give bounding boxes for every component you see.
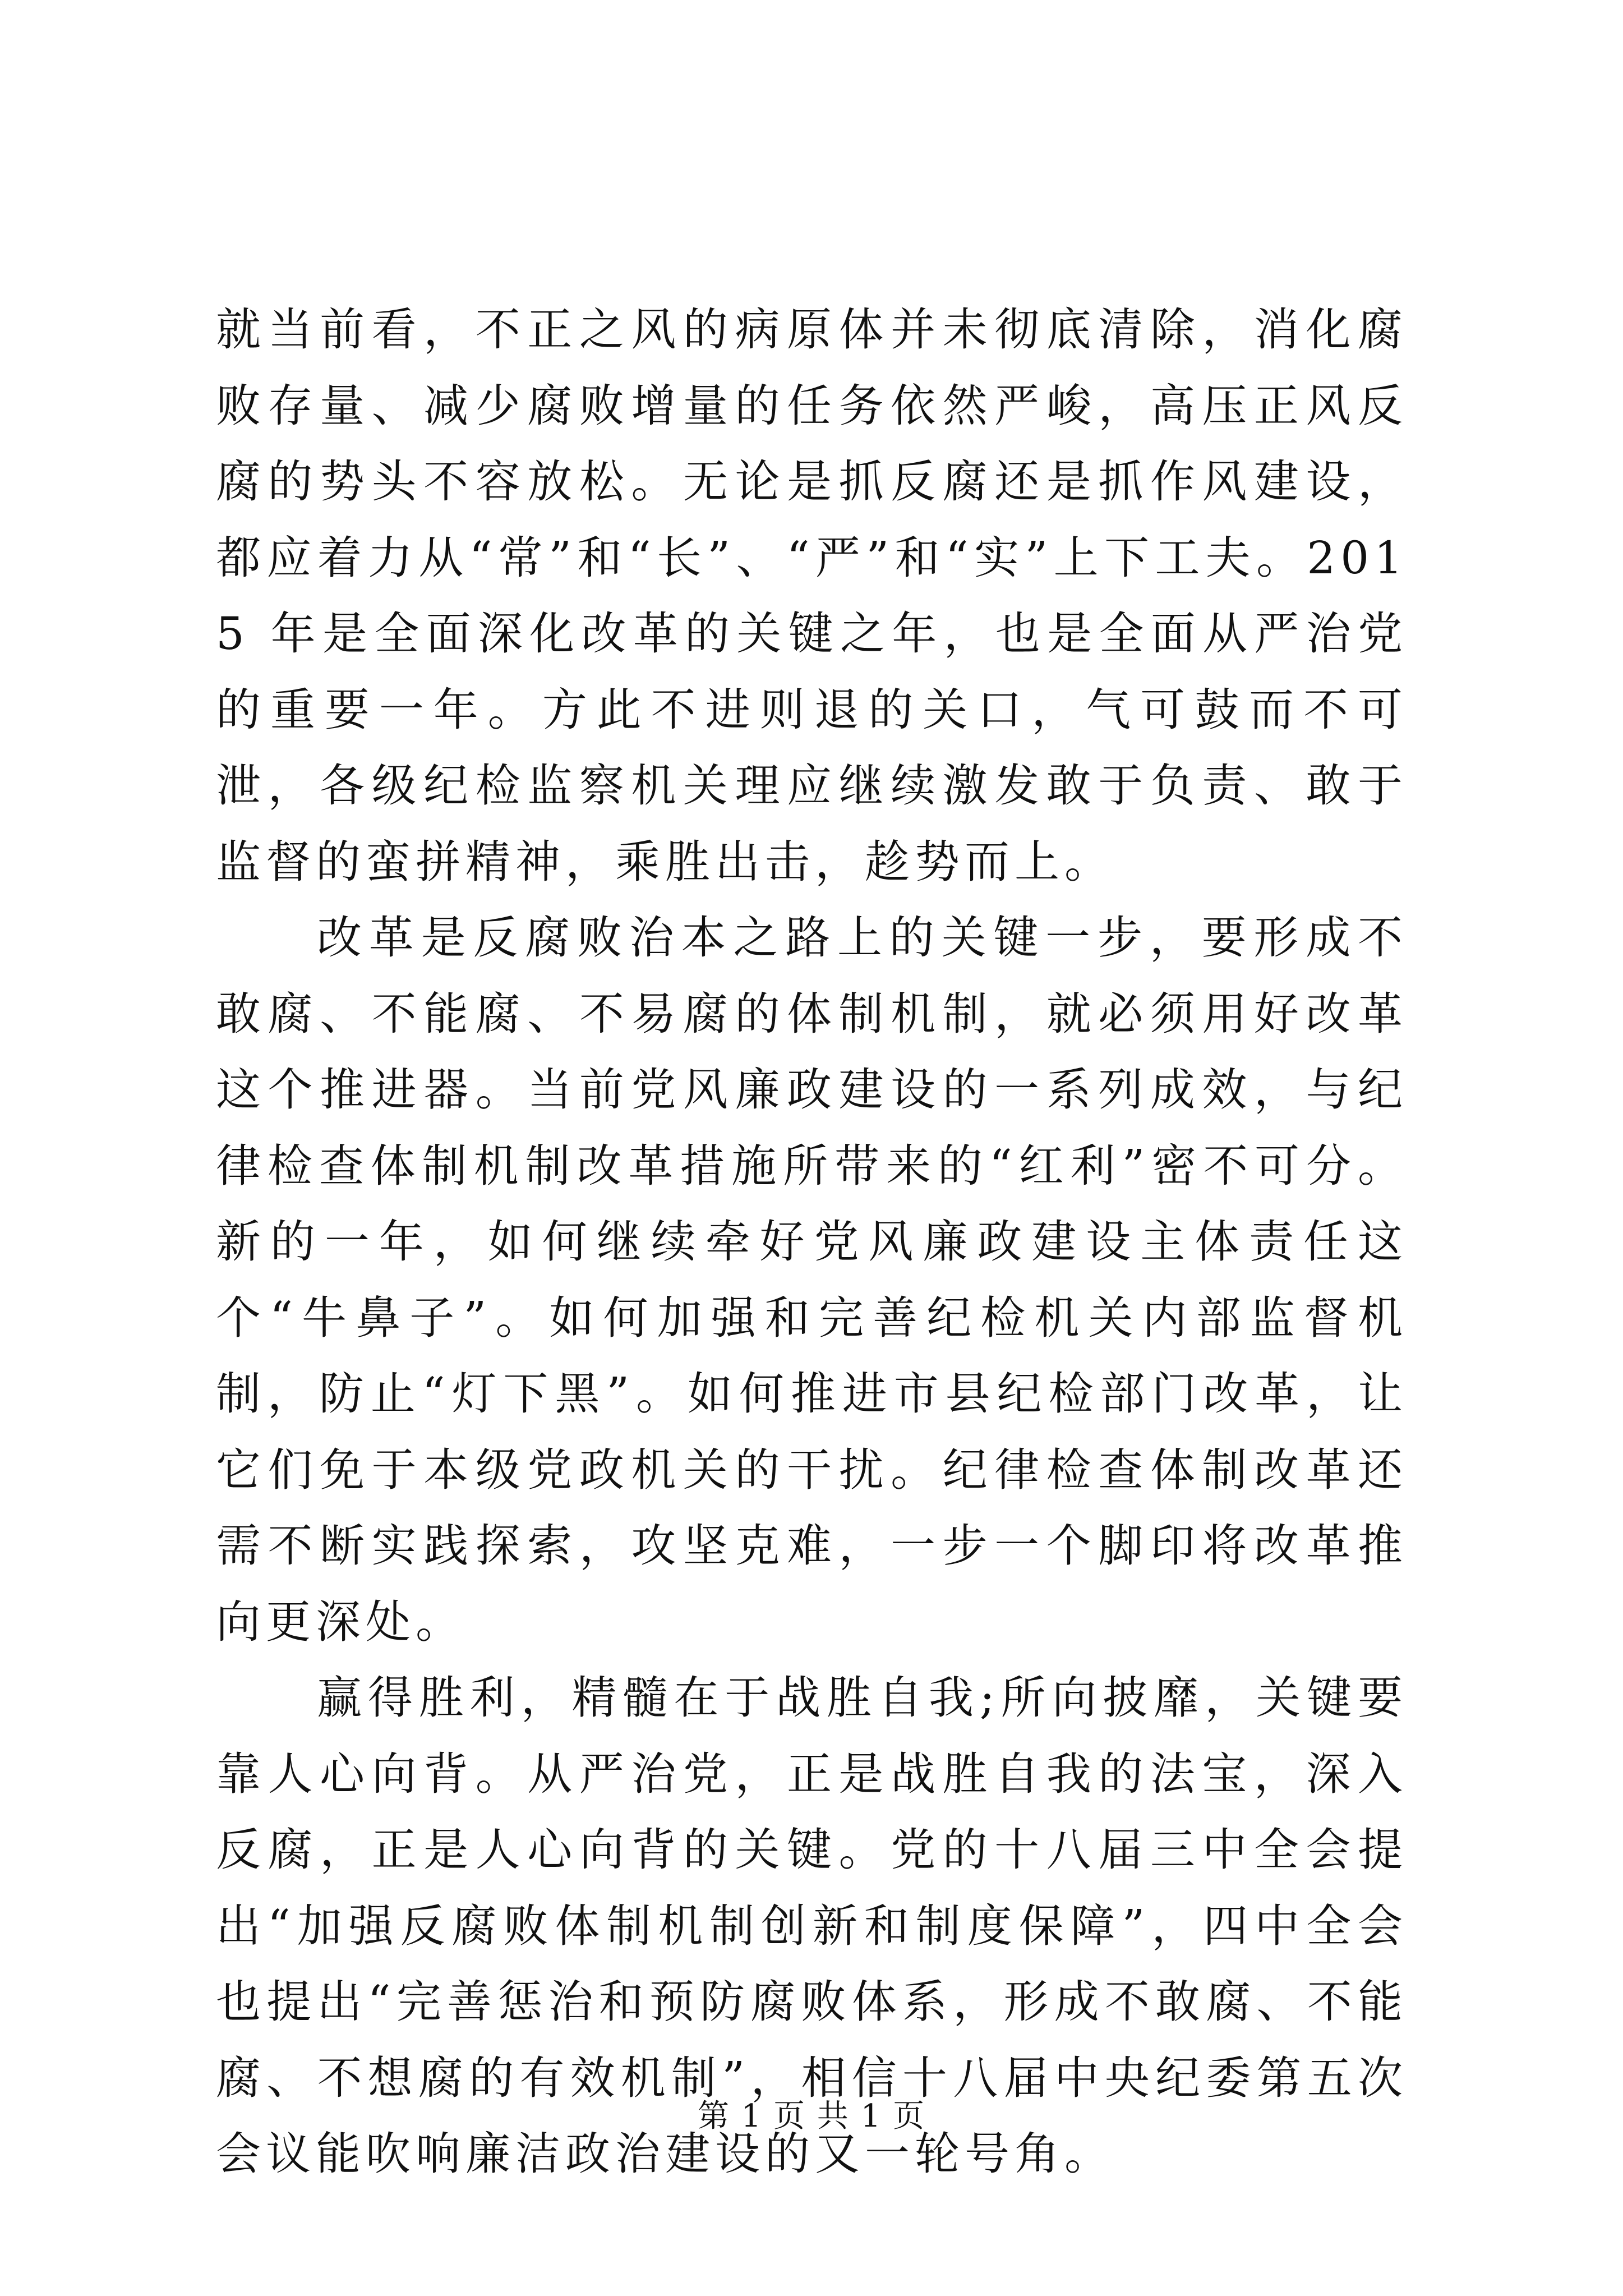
paragraph-1: 就当前看，不正之风的病原体并未彻底清除，消化腐败存量、减少腐败增量的任务依然严峻，高压正风反腐的势头不容放松。无论是抓反腐还是抓作风建设，都应着力从“常”和“长”、“严”和“实”上下工夫。2015 年是全面深化改革的关键之年，也是全面从严治党的重要一年。方此不进则退的关口，气可鼓而不可泄，各级纪检监察机关理应继续激发敢于负责、敢于监督的蛮拼精神，乘胜出击，趁势而上。 <box>216 303 1408 888</box>
paragraph-3: 赢得胜利，精髓在于战胜自我;所向披靡，关键要靠人心向背。从严治党，正是战胜自我的法宝，深入反腐，正是人心向背的关键。党的十八届三中全会提出“加强反腐败体制机制创新和制度保障”，四中全会也提出“完善惩治和预防腐败体系，形成不敢腐、不能腐、不想腐的有效机制”，相信十八届中央纪委第五次会议能吹响廉洁政治建设的又一轮号角。 <box>216 1672 1408 2180</box>
page-footer: 第 1 页 共 1 页 <box>697 2098 926 2134</box>
document-body <box>216 292 1408 2192</box>
paragraph-2: 改革是反腐败治本之路上的关键一步，要形成不敢腐、不能腐、不易腐的体制机制，就必须用好改革这个推进器。当前党风廉政建设的一系列成效，与纪律检查体制机制改革措施所带来的“红利”密不可分。新的一年，如何继续牵好党风廉政建设主体责任这个“牛鼻子”。如何加强和完善纪检机关内部监督机制，防止“灯下黑”。如何推进市县纪检部门改革，让它们免于本级党政机关的干扰。纪律检查体制改革还需不断实践探索，攻坚克难，一步一个脚印将改革推向更深处。 <box>216 912 1408 1648</box>
